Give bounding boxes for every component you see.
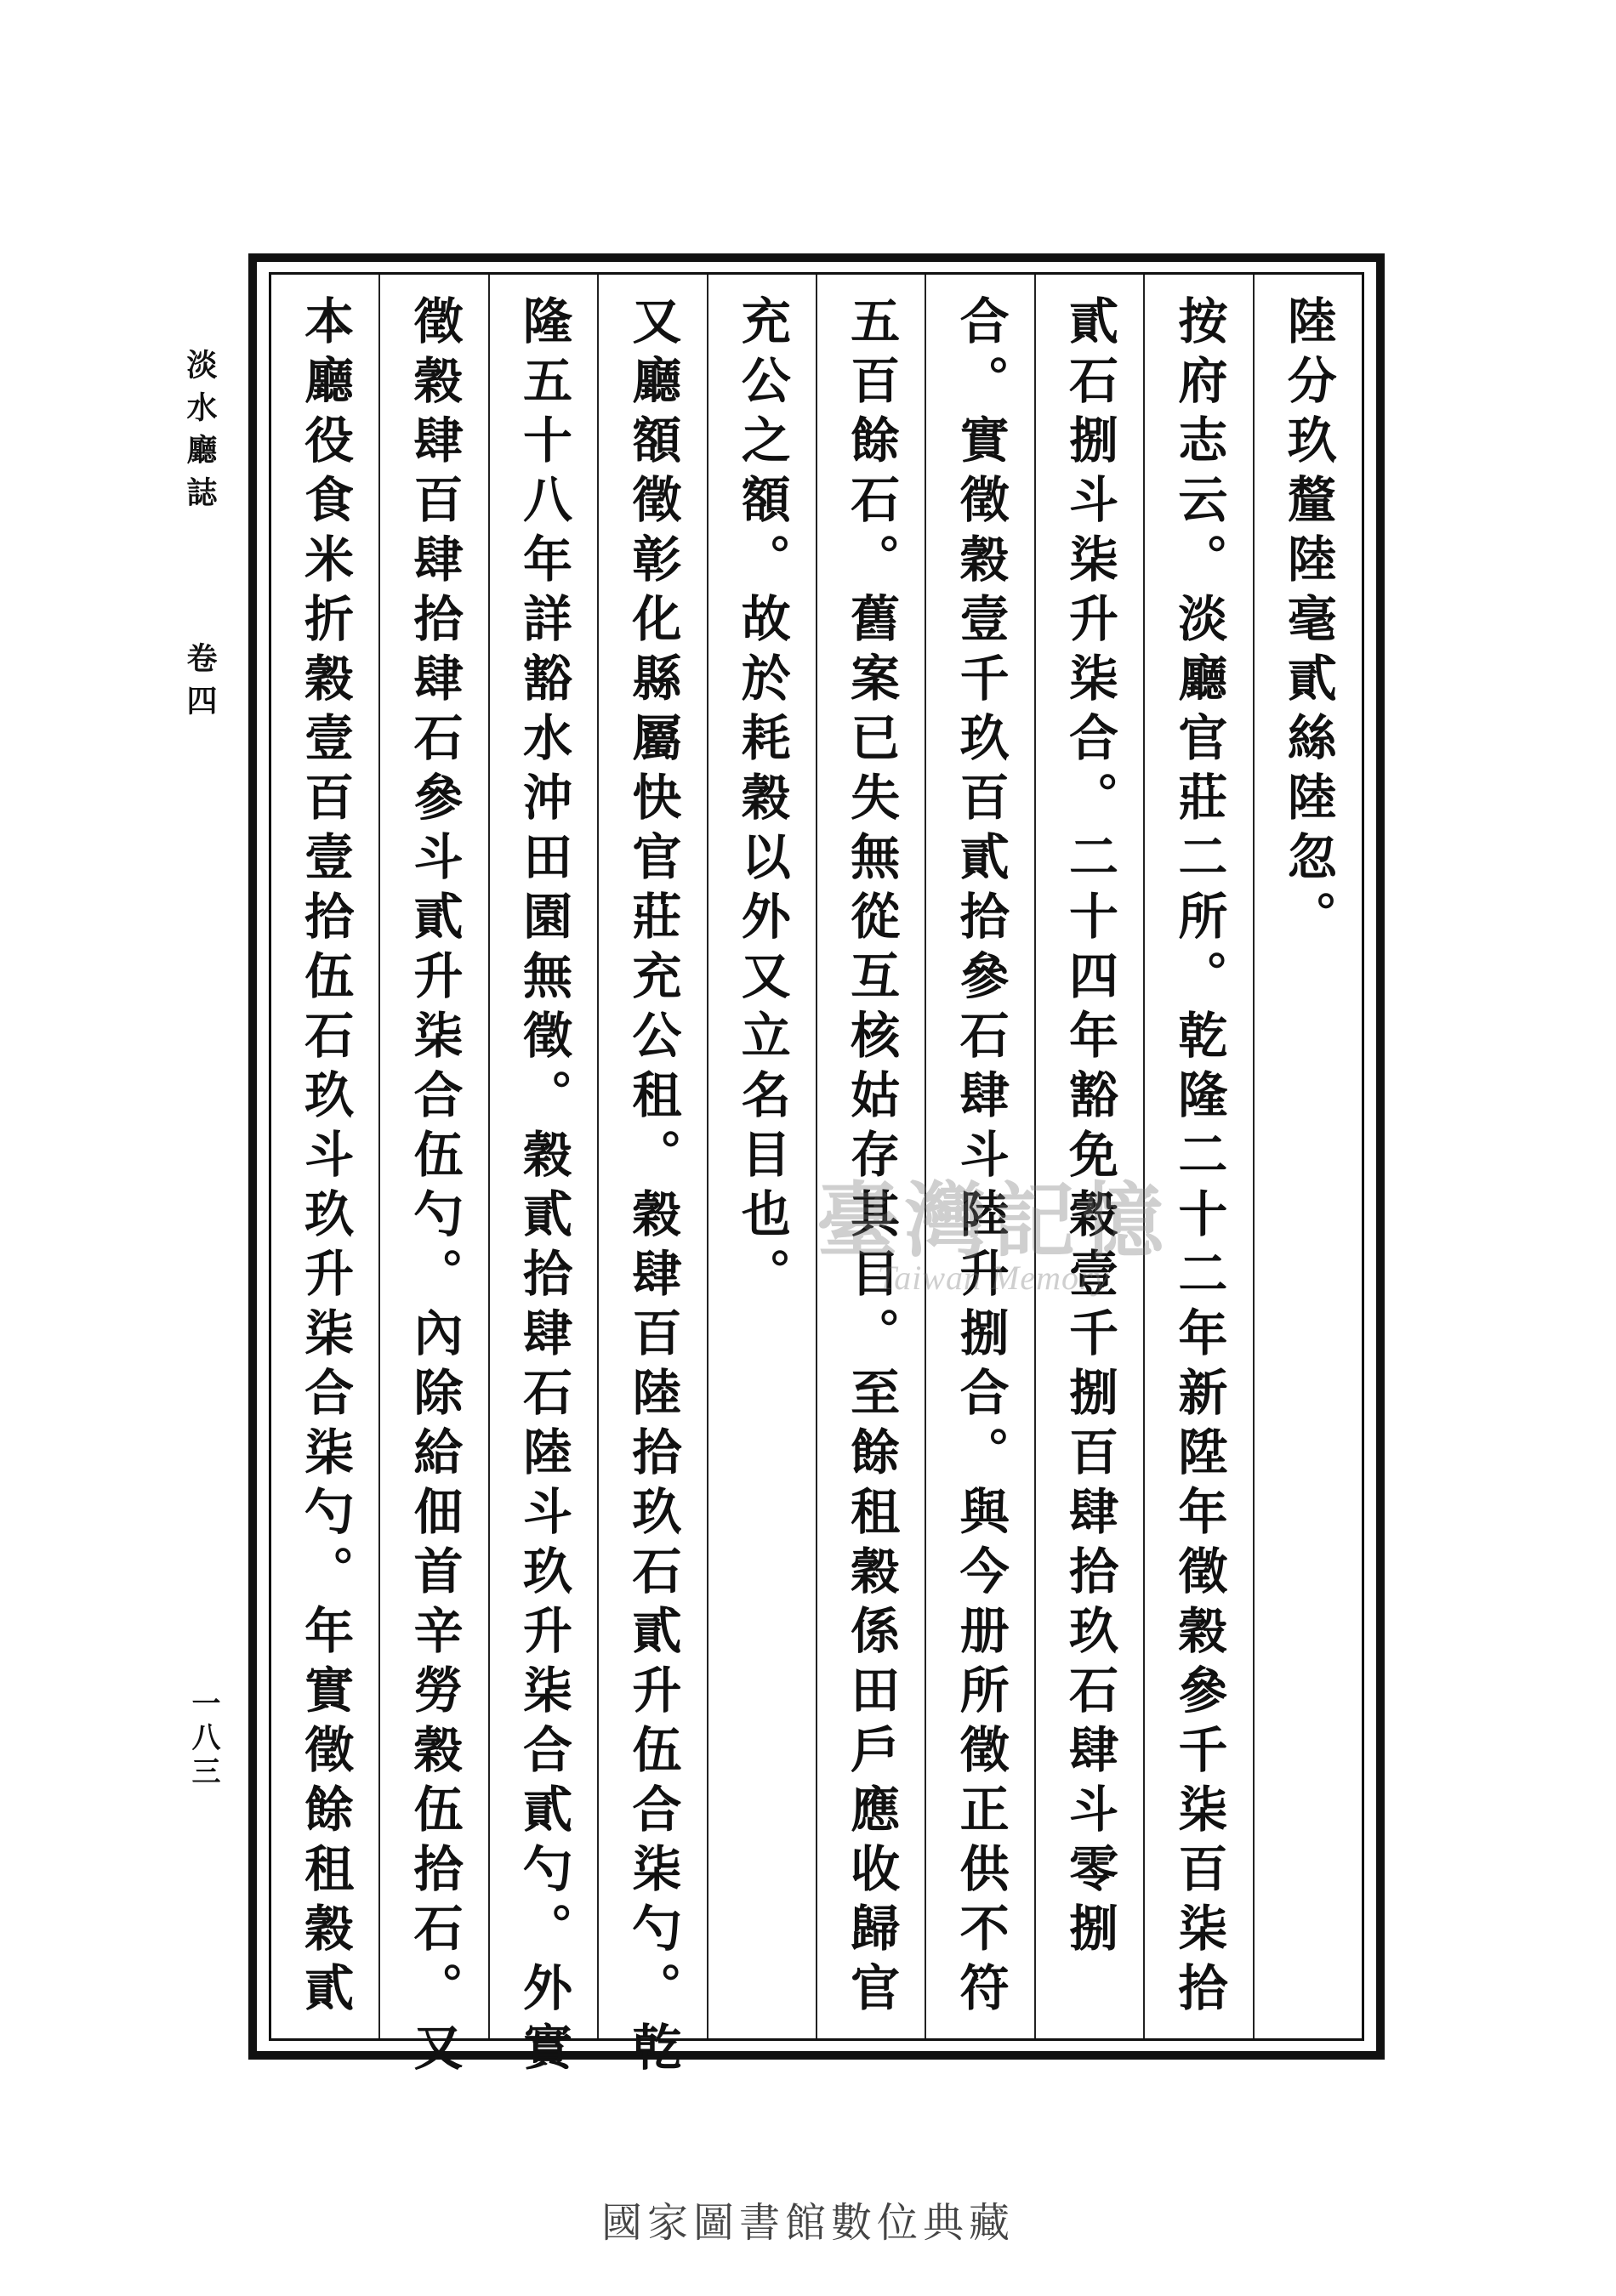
watermark-english: Taiwan Memory xyxy=(877,1259,1110,1297)
text-column xyxy=(597,275,706,2081)
column-text: 陸分玖釐陸毫貳絲陸忽。 xyxy=(1278,295,1337,950)
column-text: 本廳役食米折穀壹百壹拾伍石玖斗玖升柒合柒勺。年實徵餘租穀貳 xyxy=(296,295,355,2021)
margin-page-number: 一八三 xyxy=(186,1688,220,1790)
column-text: 按府志云。淡廳官莊二所。乾隆二十二年新陞年徵穀參千柒百柒拾 xyxy=(1169,295,1228,2021)
text-column xyxy=(271,275,378,2038)
watermark-logo xyxy=(817,1157,1170,1298)
column-text: 又廳額徵彰化縣屬快官莊充公租。穀肆百陸拾玖石貳升伍合柒勺。乾 xyxy=(623,295,682,2081)
column-text: 充公之額。故於耗穀以外又立名目也。 xyxy=(732,295,791,1307)
footer-collection-label: 國家圖書館數位典藏 xyxy=(600,2199,1015,2247)
text-column xyxy=(1253,275,1362,2038)
text-column xyxy=(488,275,597,2081)
text-column xyxy=(378,275,487,2081)
column-text: 合。實徵穀壹千玖百貳拾參石肆斗陸升捌合。與今册所徵正供不符 xyxy=(951,295,1010,2021)
column-text: 隆五十八年詳豁水沖田園無徵。穀貳拾肆石陸斗玖升柒合貳勺。外實 xyxy=(514,295,572,2081)
column-text: 貳石捌斗柒升柒合。二十四年豁免穀壹千捌百肆拾玖石肆斗零捌 xyxy=(1060,295,1118,1962)
margin-book-title: 淡水廳誌 xyxy=(182,349,218,519)
margin-volume: 卷四 xyxy=(182,642,218,727)
text-column xyxy=(707,275,816,2038)
column-text: 五百餘石。舊案已失無從互核姑存其目。至餘租穀係田戶應收歸官 xyxy=(842,295,901,2021)
watermark-chinese: 臺灣記憶 xyxy=(817,1173,1170,1269)
column-text: 徵穀肆百肆拾肆石參斗貳升柒合伍勺。內除給佃首辛勞穀伍拾石。又 xyxy=(405,295,464,2081)
